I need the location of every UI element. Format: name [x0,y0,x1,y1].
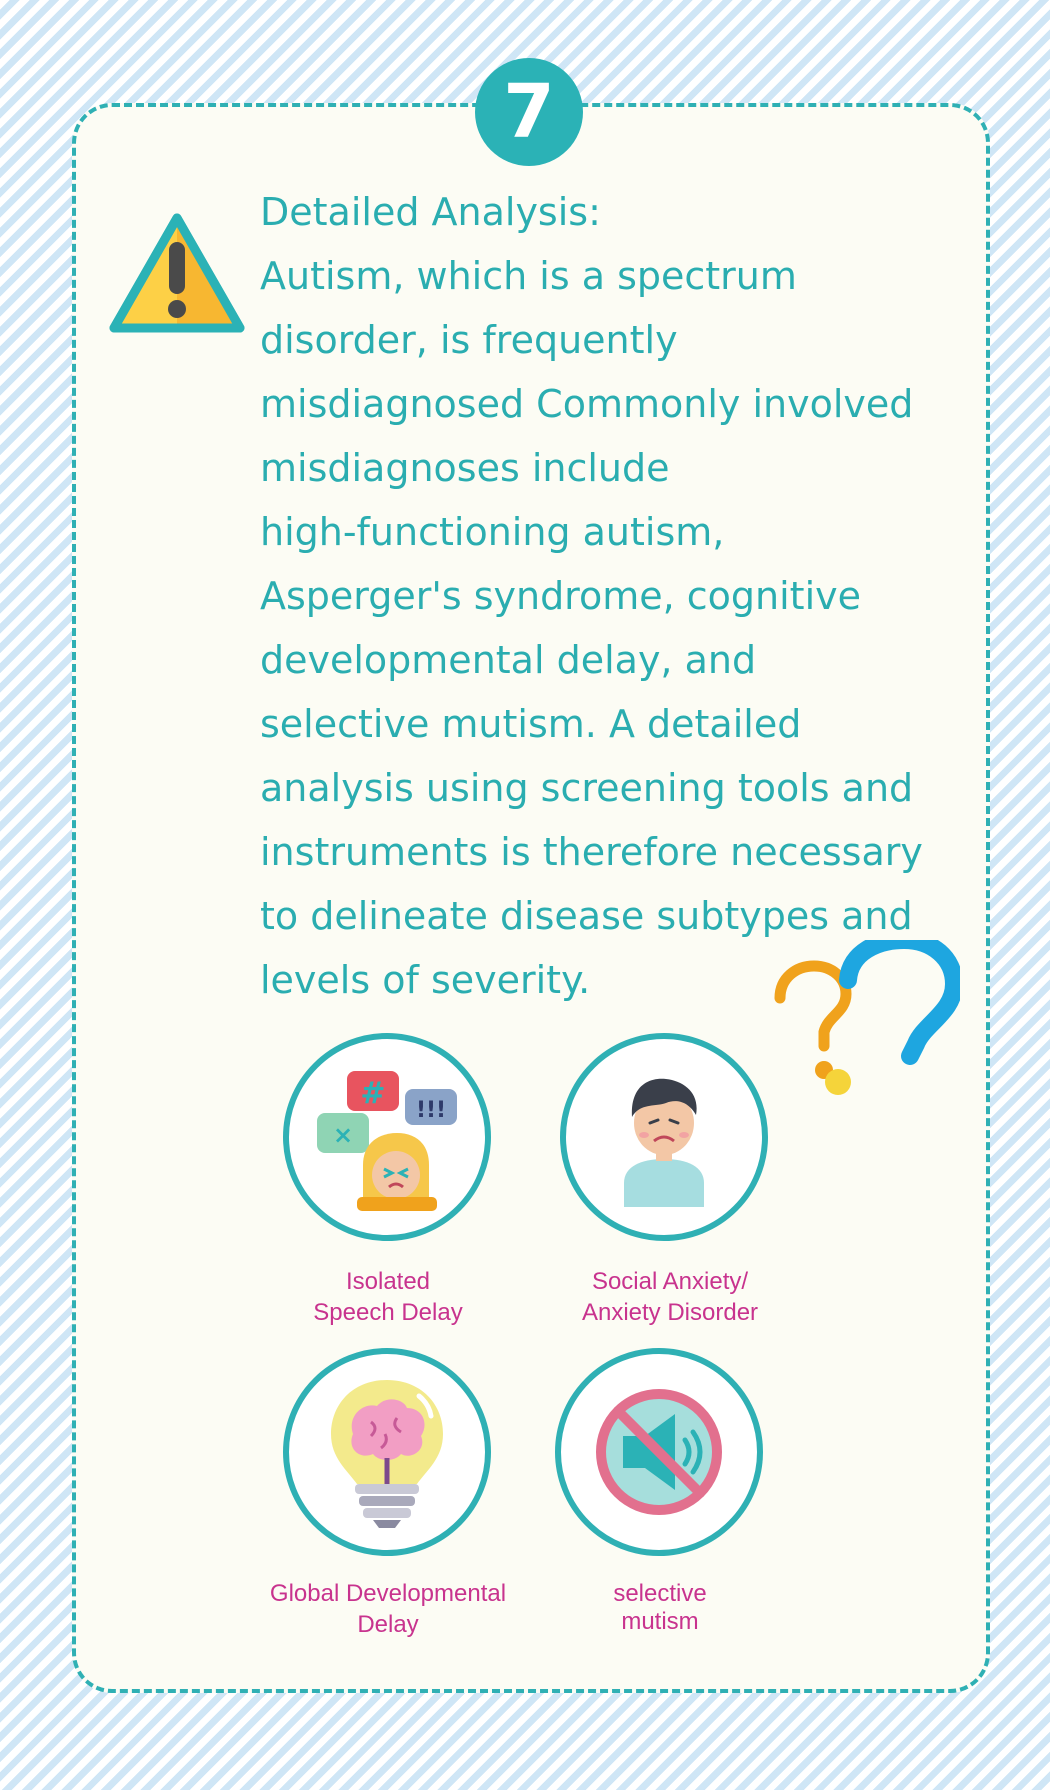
condition-caption: Global Developmental Delay [269,1580,507,1638]
text-line: disorder, is frequently [260,318,678,362]
text-line: instruments is therefore necessary [260,830,923,874]
text-line: developmental delay, and [260,638,757,682]
condition-caption: Social Anxiety/ Anxiety Disorder [581,1268,759,1326]
warning-icon [108,210,246,338]
text-line: high-functioning autism, [260,510,725,554]
frustrated-child-speech-bubbles-icon [307,1057,467,1217]
question-marks-icon [760,940,960,1110]
step-number-badge: 7 [475,58,583,166]
text-line: to delineate disease subtypes and [260,894,913,938]
text-line: misdiagnoses include [260,446,670,490]
heading: Detailed Analysis: [260,190,601,234]
text-line: misdiagnosed Commonly involved [260,382,914,426]
selective-mutism-circle [555,1348,763,1556]
text-line: selective mutism. A detailed [260,702,802,746]
text-line: levels of severity. [260,958,591,1002]
condition-caption: Isolated Speech Delay [313,1268,463,1326]
brain-lightbulb-icon [307,1372,467,1532]
text-line: analysis using screening tools and [260,766,914,810]
speech-delay-circle [283,1033,491,1241]
analysis-text [260,180,960,1012]
social-anxiety-circle [560,1033,768,1241]
text-line: Autism, which is a spectrum [260,254,797,298]
svg-text:×: × [332,1121,354,1149]
global-delay-circle [283,1348,491,1556]
svg-text:#: # [360,1076,386,1111]
condition-caption: selective mutism [613,1580,707,1635]
anxious-boy-icon [584,1057,744,1217]
muted-speaker-icon [579,1372,739,1532]
text-line: Asperger's syndrome, cognitive [260,574,862,618]
svg-text:!!!: !!! [415,1098,447,1123]
